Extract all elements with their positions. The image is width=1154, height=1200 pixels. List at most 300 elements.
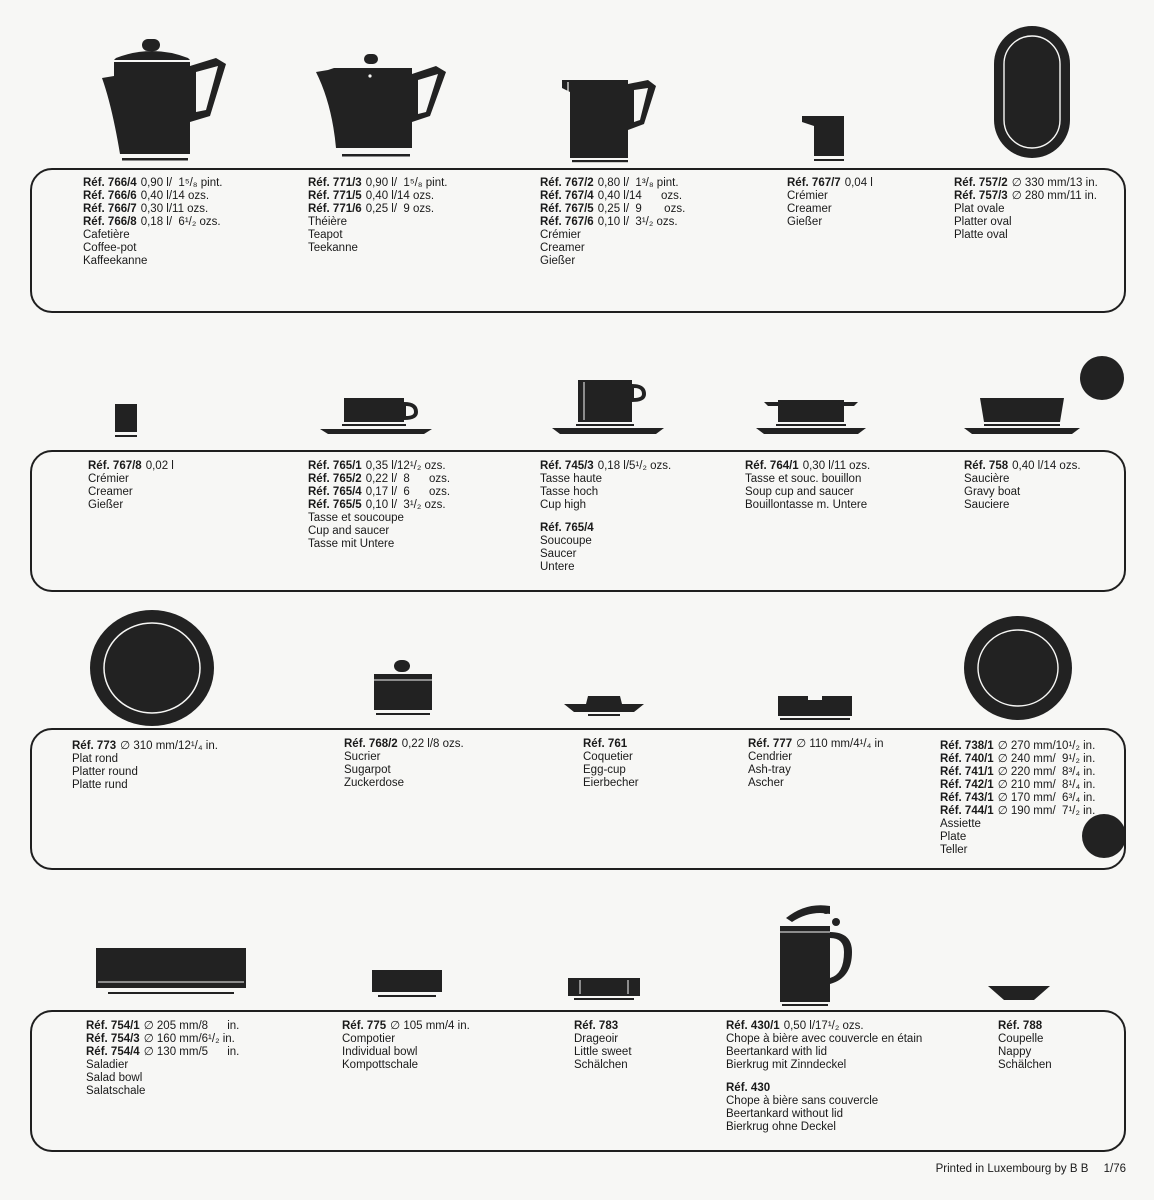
- oval-platter-icon: [990, 22, 1074, 162]
- reference-number: Réf. 765/2: [308, 473, 362, 485]
- reference-number: Réf. 754/1: [86, 1020, 140, 1032]
- reference-number: Réf. 738/1: [940, 740, 994, 752]
- item-line: [83, 203, 222, 216]
- item-line: [954, 203, 1098, 216]
- description: Gießer: [88, 499, 124, 511]
- item-line: [308, 203, 447, 216]
- description: Platter oval: [954, 216, 1012, 228]
- specification: ∅ 210 mm/ 8¹/₄ in.: [997, 779, 1096, 791]
- item-line: [308, 499, 450, 512]
- catalog-item-teapot: [308, 177, 447, 255]
- specification: 0,22 l/8 ozs.: [401, 738, 464, 750]
- item-line: [940, 740, 1096, 753]
- description: Bierkrug mit Zinndeckel: [726, 1059, 847, 1071]
- item-line: [308, 216, 447, 229]
- item-line: [540, 561, 671, 574]
- specification: 0,10 l/ 3¹/₂ ozs.: [597, 216, 678, 228]
- description: Tasse et souc. bouillon: [745, 473, 862, 485]
- reference-number: Réf. 767/6: [540, 216, 594, 228]
- description: Cup high: [540, 499, 587, 511]
- reference-number: Réf. 765/1: [308, 460, 362, 472]
- item-line: [342, 1020, 470, 1033]
- description: Bouillontasse m. Untere: [745, 499, 868, 511]
- item-line: [964, 460, 1081, 473]
- item-line: [83, 229, 222, 242]
- specification: ∅ 130 mm/5 in.: [143, 1046, 240, 1058]
- description: Soucoupe: [540, 535, 592, 547]
- description: Nappy: [998, 1046, 1032, 1058]
- reference-number: Réf. 741/1: [940, 766, 994, 778]
- item-line: [540, 535, 671, 548]
- reference-number: Réf. 783: [574, 1020, 619, 1032]
- item-line: [726, 1095, 922, 1108]
- description: Creamer: [540, 242, 585, 254]
- description: Plat rond: [72, 753, 119, 765]
- catalog-item-gravy-boat: [964, 460, 1081, 512]
- description: Gießer: [787, 216, 823, 228]
- reference-number: Réf. 775: [342, 1020, 387, 1032]
- description: Creamer: [88, 486, 133, 498]
- item-line: [540, 229, 685, 242]
- item-line: [540, 216, 685, 229]
- specification: ∅ 220 mm/ 8³/₄ in.: [997, 766, 1096, 778]
- specification: 0,50 l/17¹/₂ ozs.: [783, 1020, 864, 1032]
- specification: ∅ 240 mm/ 9¹/₂ in.: [997, 753, 1096, 765]
- item-line: [726, 1020, 922, 1033]
- item-line: [748, 764, 883, 777]
- reference-number: Réf. 767/5: [540, 203, 594, 215]
- item-line: [787, 216, 873, 229]
- catalog-item-coffee-pot: [83, 177, 222, 268]
- description: Saucière: [964, 473, 1010, 485]
- description: Gravy boat: [964, 486, 1021, 498]
- specification: 0,30 l/11 ozs.: [140, 203, 209, 215]
- item-line: [72, 753, 218, 766]
- description: Tasse mit Untere: [308, 538, 395, 550]
- item-line: [540, 242, 685, 255]
- description: Kaffeekanne: [83, 255, 148, 267]
- beer-tankard-icon: [776, 902, 860, 1008]
- specification: 0,35 l/12¹/₂ ozs.: [365, 460, 446, 472]
- footer: [936, 1163, 1126, 1175]
- description: Crémier: [787, 190, 828, 202]
- item-line: [344, 751, 464, 764]
- catalog-row-2: [0, 320, 1154, 600]
- item-line: [940, 805, 1096, 818]
- specification: 0,40 l/14 ozs.: [597, 190, 683, 202]
- item-line: [540, 486, 671, 499]
- description: Eierbecher: [583, 777, 639, 789]
- item-line: [954, 216, 1098, 229]
- description: Saladier: [86, 1059, 129, 1071]
- description: Salad bowl: [86, 1072, 143, 1084]
- item-line: [342, 1059, 470, 1072]
- specification: ∅ 110 mm/4¹/₄ in: [796, 738, 884, 750]
- reference-number: Réf. 754/4: [86, 1046, 140, 1058]
- specification: 0,90 l/ 1⁵/₈ pint.: [365, 177, 448, 189]
- item-line: [88, 486, 174, 499]
- item-line: [574, 1046, 632, 1059]
- reference-number: Réf. 768/2: [344, 738, 398, 750]
- item-line: [998, 1020, 1052, 1033]
- ash-tray-icon: [776, 692, 854, 722]
- reference-number: Réf. 765/5: [308, 499, 362, 511]
- item-line: [83, 177, 222, 190]
- reference-number: Réf. 757/2: [954, 177, 1008, 189]
- item-line: [540, 190, 685, 203]
- description: Crémier: [88, 473, 129, 485]
- item-line: [540, 460, 671, 473]
- individual-bowl-icon: [370, 968, 444, 1002]
- item-line: [86, 1085, 239, 1098]
- reference-number: Réf. 754/3: [86, 1033, 140, 1045]
- round-platter-icon: [88, 608, 216, 728]
- description: Drageoir: [574, 1033, 619, 1045]
- description: Tasse haute: [540, 473, 603, 485]
- sweet-dish-icon: [566, 976, 642, 1002]
- catalog-item-plate: [940, 740, 1096, 857]
- gravy-boat-top-view-icon: [1078, 354, 1126, 402]
- item-line: [88, 499, 174, 512]
- item-line: [787, 177, 873, 190]
- specification: 0,02 l: [145, 460, 174, 472]
- sugarpot-icon: [368, 658, 438, 718]
- item-line: [940, 753, 1096, 766]
- specification: ∅ 205 mm/8 in.: [143, 1020, 240, 1032]
- reference-number: Réf. 773: [72, 740, 117, 752]
- item-line: [540, 548, 671, 561]
- description: Ash-tray: [748, 764, 791, 776]
- item-line: [83, 255, 222, 268]
- plate-icon: [962, 614, 1074, 722]
- item-line: [574, 1059, 632, 1072]
- description: Saucer: [540, 548, 577, 560]
- specification: 0,10 l/ 3¹/₂ ozs.: [365, 499, 446, 511]
- soup-cup-icon: [756, 396, 866, 438]
- specification: ∅ 105 mm/4 in.: [390, 1020, 470, 1032]
- reference-number: Réf. 740/1: [940, 753, 994, 765]
- item-line: [998, 1059, 1052, 1072]
- item-line: [583, 764, 639, 777]
- reference-number: Réf. 764/1: [745, 460, 799, 472]
- reference-number: Réf. 430: [726, 1082, 771, 1094]
- item-line: [342, 1046, 470, 1059]
- description: Platter round: [72, 766, 138, 778]
- item-line: [308, 473, 450, 486]
- printer-note: Printed in Luxembourg by B B: [935, 1163, 1089, 1175]
- specification: ∅ 190 mm/ 7¹/₂ in.: [997, 805, 1096, 817]
- description: Creamer: [787, 203, 832, 215]
- catalog-item-round-platter: [72, 740, 218, 792]
- reference-number: Réf. 766/6: [83, 190, 137, 202]
- specification: 0,30 l/11 ozs.: [802, 460, 871, 472]
- item-line: [940, 779, 1096, 792]
- description: Platte rund: [72, 779, 128, 791]
- reference-number: Réf. 777: [748, 738, 793, 750]
- item-line: [726, 1072, 922, 1082]
- item-line: [726, 1121, 922, 1134]
- item-line: [308, 486, 450, 499]
- catalog-item-beer-tankard: [726, 1020, 922, 1134]
- description: Beertankard without lid: [726, 1108, 843, 1120]
- specification: 0,18 l/ 6¹/₂ ozs.: [140, 216, 221, 228]
- description: Platte oval: [954, 229, 1008, 241]
- description: Schälchen: [998, 1059, 1052, 1071]
- description: Individual bowl: [342, 1046, 418, 1058]
- item-line: [998, 1046, 1052, 1059]
- reference-number: Réf. 766/8: [83, 216, 137, 228]
- description: Bierkrug ohne Deckel: [726, 1121, 836, 1133]
- item-line: [83, 190, 222, 203]
- item-line: [72, 779, 218, 792]
- item-line: [86, 1059, 239, 1072]
- description: Salatschale: [86, 1085, 146, 1097]
- item-line: [745, 499, 870, 512]
- reference-number: Réf. 744/1: [940, 805, 994, 817]
- item-line: [540, 255, 685, 268]
- item-line: [86, 1020, 239, 1033]
- description: Chope à bière sans couvercle: [726, 1095, 879, 1107]
- specification: 0,17 l/ 6 ozs.: [365, 486, 451, 498]
- nappy-icon: [986, 982, 1052, 1004]
- description: Plate: [940, 831, 967, 843]
- specification: 0,25 l/ 9 ozs.: [597, 203, 686, 215]
- description: Coupelle: [998, 1033, 1044, 1045]
- specification: ∅ 160 mm/6¹/₂ in.: [143, 1033, 235, 1045]
- item-line: [954, 190, 1098, 203]
- specification: 0,40 l/14 ozs.: [1012, 460, 1081, 472]
- item-line: [940, 818, 1096, 831]
- specification: 0,04 l: [844, 177, 873, 189]
- item-line: [726, 1108, 922, 1121]
- item-line: [583, 738, 639, 751]
- item-line: [745, 486, 870, 499]
- reference-number: Réf. 758: [964, 460, 1009, 472]
- reference-number: Réf. 757/3: [954, 190, 1008, 202]
- description: Beertankard with lid: [726, 1046, 827, 1058]
- small-creamer-icon: [798, 112, 848, 164]
- item-line: [583, 751, 639, 764]
- description: Tasse hoch: [540, 486, 599, 498]
- coffee-pot-icon: [92, 36, 232, 164]
- reference-number: Réf. 765/4: [308, 486, 362, 498]
- item-line: [83, 216, 222, 229]
- item-line: [726, 1033, 922, 1046]
- description: Egg-cup: [583, 764, 626, 776]
- item-line: [748, 738, 883, 751]
- item-line: [954, 177, 1098, 190]
- item-line: [88, 473, 174, 486]
- description: Assiette: [940, 818, 981, 830]
- item-line: [344, 777, 464, 790]
- catalog-row-4: [0, 880, 1154, 1160]
- reference-number: Réf. 430/1: [726, 1020, 780, 1032]
- reference-number: Réf. 788: [998, 1020, 1043, 1032]
- item-line: [540, 499, 671, 512]
- item-line: [308, 190, 447, 203]
- catalog-item-creamer: [540, 177, 685, 268]
- description: Little sweet: [574, 1046, 632, 1058]
- item-line: [86, 1046, 239, 1059]
- item-line: [308, 242, 447, 255]
- description: Untere: [540, 561, 575, 573]
- teapot-icon: [312, 52, 452, 162]
- specification: 0,80 l/ 1³/₈ pint.: [597, 177, 679, 189]
- reference-number: Réf. 771/6: [308, 203, 362, 215]
- item-line: [940, 766, 1096, 779]
- description: Tasse et soucoupe: [308, 512, 404, 524]
- catalog-row-1: [0, 0, 1154, 320]
- specification: ∅ 270 mm/10¹/₂ in.: [997, 740, 1096, 752]
- item-line: [726, 1046, 922, 1059]
- item-line: [86, 1072, 239, 1085]
- item-line: [86, 1033, 239, 1046]
- reference-number: Réf. 765/4: [540, 522, 594, 534]
- description: Théière: [308, 216, 347, 228]
- specification: ∅ 280 mm/11 in.: [1011, 190, 1097, 202]
- salad-bowl-icon: [94, 946, 248, 1002]
- item-line: [344, 764, 464, 777]
- item-line: [540, 522, 671, 535]
- specification: ∅ 310 mm/12¹/₄ in.: [120, 740, 218, 752]
- specification: ∅ 170 mm/ 6³/₄ in.: [997, 792, 1096, 804]
- specification: 0,18 l/5¹/₂ ozs.: [597, 460, 672, 472]
- edition-code: 1/76: [1103, 1163, 1126, 1175]
- description: Gießer: [540, 255, 576, 267]
- item-line: [787, 190, 873, 203]
- catalog-item-sugarpot: [344, 738, 464, 790]
- item-line: [745, 460, 870, 473]
- description: Coquetier: [583, 751, 633, 763]
- item-line: [540, 177, 685, 190]
- description: Ascher: [748, 777, 784, 789]
- catalog-item-nappy: [998, 1020, 1052, 1072]
- reference-number: Réf. 767/4: [540, 190, 594, 202]
- item-line: [83, 242, 222, 255]
- catalog-item-oval-platter: [954, 177, 1098, 242]
- item-line: [954, 229, 1098, 242]
- specification: 0,40 l/14 ozs.: [365, 190, 435, 202]
- description: Crémier: [540, 229, 581, 241]
- specification: 0,90 l/ 1⁵/₈ pint.: [140, 177, 223, 189]
- item-line: [308, 177, 447, 190]
- catalog-item-egg-cup: [583, 738, 639, 790]
- catalog-row-3: [0, 600, 1154, 880]
- description: Plat ovale: [954, 203, 1005, 215]
- description: Cendrier: [748, 751, 793, 763]
- reference-number: Réf. 766/7: [83, 203, 137, 215]
- reference-number: Réf. 761: [583, 738, 628, 750]
- item-line: [748, 751, 883, 764]
- item-line: [726, 1082, 922, 1095]
- catalog-item-mini-creamer: [88, 460, 174, 512]
- description: Teapot: [308, 229, 343, 241]
- item-line: [342, 1033, 470, 1046]
- item-line: [72, 740, 218, 753]
- description: Sauciere: [964, 499, 1010, 511]
- catalog-item-soup-cup: [745, 460, 870, 512]
- catalog-item-sweet-dish: [574, 1020, 632, 1072]
- catalog-item-cup-high: [540, 460, 671, 574]
- description: Sucrier: [344, 751, 381, 763]
- item-line: [540, 203, 685, 216]
- item-line: [787, 203, 873, 216]
- item-line: [574, 1020, 632, 1033]
- creamer-icon: [556, 72, 666, 164]
- reference-number: Réf. 771/3: [308, 177, 362, 189]
- item-line: [998, 1033, 1052, 1046]
- description: Coffee-pot: [83, 242, 137, 254]
- reference-number: Réf. 742/1: [940, 779, 994, 791]
- item-line: [940, 844, 1096, 857]
- egg-cup-icon: [564, 692, 644, 718]
- description: Soup cup and saucer: [745, 486, 854, 498]
- reference-number: Réf. 767/7: [787, 177, 841, 189]
- reference-number: Réf. 767/8: [88, 460, 142, 472]
- cup-high-icon: [552, 376, 664, 438]
- specification: 0,40 l/14 ozs.: [140, 190, 210, 202]
- item-line: [748, 777, 883, 790]
- reference-number: Réf. 766/4: [83, 177, 137, 189]
- description: Zuckerdose: [344, 777, 405, 789]
- cup-and-saucer-icon: [320, 394, 432, 438]
- description: Schälchen: [574, 1059, 628, 1071]
- item-line: [574, 1033, 632, 1046]
- catalog-item-salad-bowl: [86, 1020, 239, 1098]
- description: Cup and saucer: [308, 525, 390, 537]
- item-line: [72, 766, 218, 779]
- catalog-item-small-creamer: [787, 177, 873, 229]
- description: Chope à bière avec couvercle en étain: [726, 1033, 923, 1045]
- catalog-item-ash-tray: [748, 738, 883, 790]
- item-line: [745, 473, 870, 486]
- description: Sugarpot: [344, 764, 391, 776]
- item-line: [540, 473, 671, 486]
- gravy-boat-icon: [962, 394, 1082, 440]
- item-line: [964, 499, 1081, 512]
- item-line: [540, 512, 671, 522]
- item-line: [344, 738, 464, 751]
- reference-number: Réf. 743/1: [940, 792, 994, 804]
- description: Compotier: [342, 1033, 396, 1045]
- description: Teekanne: [308, 242, 358, 254]
- description: Kompottschale: [342, 1059, 419, 1071]
- item-line: [940, 831, 1096, 844]
- item-line: [964, 486, 1081, 499]
- specification: 0,25 l/ 9 ozs.: [365, 203, 435, 215]
- item-line: [583, 777, 639, 790]
- item-line: [308, 525, 450, 538]
- specification: 0,22 l/ 8 ozs.: [365, 473, 451, 485]
- catalog-item-cup-and-saucer: [308, 460, 450, 551]
- item-line: [88, 460, 174, 473]
- catalog-item-individual-bowl: [342, 1020, 470, 1072]
- specification: ∅ 330 mm/13 in.: [1011, 177, 1098, 189]
- item-line: [308, 460, 450, 473]
- mini-creamer-icon: [112, 402, 140, 440]
- description: Teller: [940, 844, 968, 856]
- item-line: [726, 1059, 922, 1072]
- item-line: [308, 538, 450, 551]
- item-line: [964, 473, 1081, 486]
- reference-number: Réf. 745/3: [540, 460, 594, 472]
- description: Cafetière: [83, 229, 130, 241]
- item-line: [940, 792, 1096, 805]
- item-line: [308, 229, 447, 242]
- item-line: [308, 512, 450, 525]
- reference-number: Réf. 767/2: [540, 177, 594, 189]
- reference-number: Réf. 771/5: [308, 190, 362, 202]
